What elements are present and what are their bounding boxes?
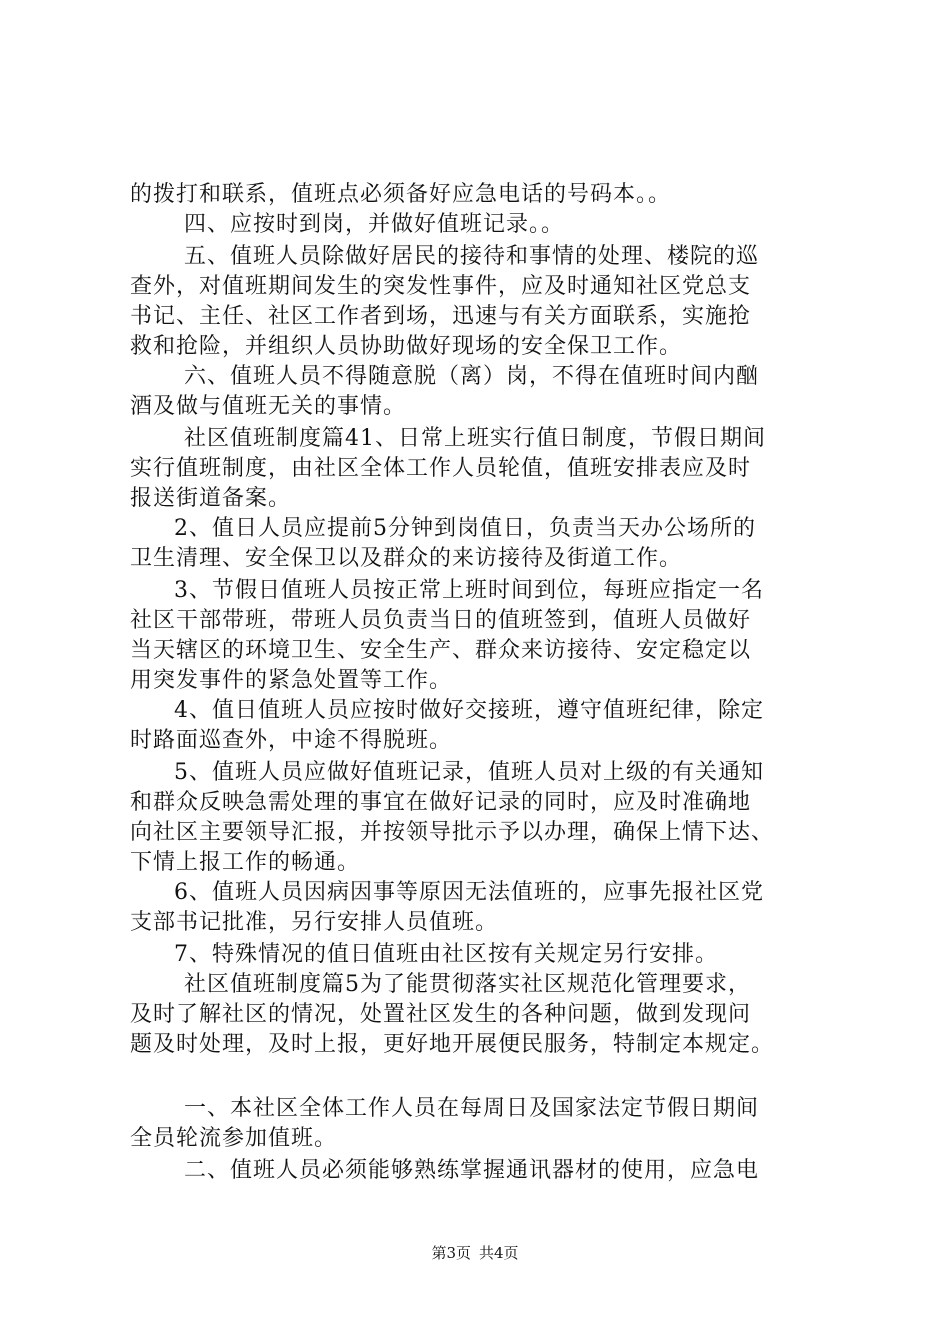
text-line: 时路面巡查外，中途不得脱班。	[130, 728, 453, 753]
text-line: 酒及做与值班无关的事情。	[130, 394, 407, 419]
text-line: 6、值班人员因病因事等原因无法值班的，应事先报社区党	[174, 880, 764, 905]
text-line: 救和抢险，并组织人员协助做好现场的安全保卫工作。	[130, 334, 683, 359]
text-line: 四、应按时到岗，并做好值班记录。。	[184, 212, 565, 237]
text-line: 支部书记批准，另行安排人员值班。	[130, 910, 499, 935]
text-line: 五、值班人员除做好居民的接待和事情的处理、楼院的巡	[184, 244, 760, 269]
text-line: 一、本社区全体工作人员在每周日及国家法定节假日期间	[184, 1096, 760, 1121]
text-line: 实行值班制度，由社区全体工作人员轮值，值班安排表应及时	[130, 456, 752, 481]
text-line: 题及时处理，及时上报，更好地开展便民服务，特制定本规定。	[130, 1032, 775, 1057]
page-total: 共4页	[479, 1244, 519, 1262]
text-line: 当天辖区的环境卫生、安全生产、群众来访接待、安定稳定以	[130, 638, 752, 663]
page-number: 第3页	[431, 1244, 471, 1262]
text-line: 全员轮流参加值班。	[130, 1126, 338, 1151]
text-line: 用突发事件的紧急处置等工作。	[130, 668, 453, 693]
text-line: 社区干部带班，带班人员负责当日的值班签到，值班人员做好	[130, 608, 752, 633]
text-line: 2、值日人员应提前5分钟到岗值日，负责当天办公场所的	[174, 516, 756, 541]
text-line: 书记、主任、社区工作者到场，迅速与有关方面联系，实施抢	[130, 304, 752, 329]
text-line: 社区值班制度篇41、日常上班实行值日制度，节假日期间	[184, 426, 766, 451]
page-footer	[0, 1243, 950, 1263]
text-line: 卫生清理、安全保卫以及群众的来访接待及街道工作。	[130, 546, 683, 571]
text-line: 二、值班人员必须能够熟练掌握通讯器材的使用，应急电	[184, 1158, 760, 1183]
text-line: 3、节假日值班人员按正常上班时间到位，每班应指定一名	[174, 578, 764, 603]
text-line: 下情上报工作的畅通。	[130, 850, 361, 875]
text-line: 六、值班人员不得随意脱（离）岗，不得在值班时间内酗	[184, 364, 760, 389]
text-line: 和群众反映急需处理的事宜在做好记录的同时，应及时准确地	[130, 790, 752, 815]
text-line: 报送街道备案。	[130, 486, 292, 511]
text-line: 5、值班人员应做好值班记录，值班人员对上级的有关通知	[174, 760, 764, 785]
text-line: 的拨打和联系，值班点必须备好应急电话的号码本。。	[130, 182, 672, 207]
text-line: 4、值日值班人员应按时做好交接班，遵守值班纪律，除定	[174, 698, 764, 723]
text-line: 社区值班制度篇5为了能贯彻落实社区规范化管理要求，	[184, 972, 751, 997]
text-line: 向社区主要领导汇报，并按领导批示予以办理，确保上情下达、	[130, 820, 775, 845]
text-line: 及时了解社区的情况，处置社区发生的各种问题，做到发现问	[130, 1002, 752, 1027]
text-line: 查外，对值班期间发生的突发性事件，应及时通知社区党总支	[130, 274, 752, 299]
text-line: 7、特殊情况的值日值班由社区按有关规定另行安排。	[174, 942, 718, 967]
